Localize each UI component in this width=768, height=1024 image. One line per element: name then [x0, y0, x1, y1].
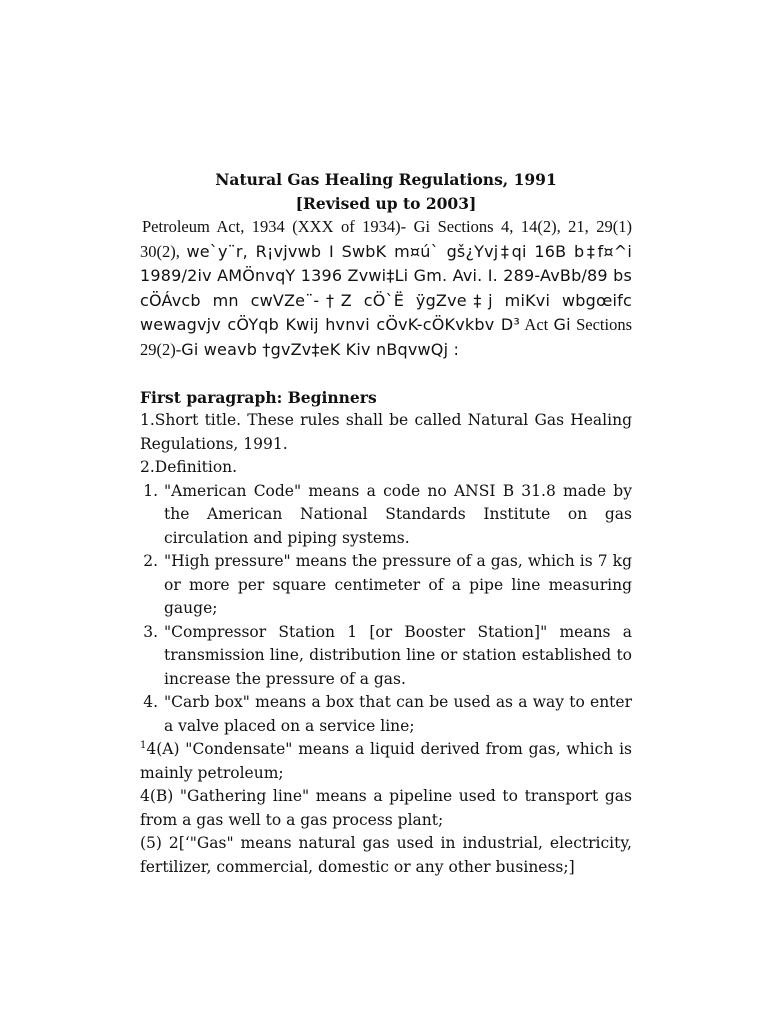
spacer — [140, 362, 632, 386]
definition-5: (5) 2[‘"Gas" means natural gas used in industrial, electricity, fertilizer, commercial, domestic or any other business;] — [140, 834, 632, 876]
document-page — [140, 168, 632, 879]
intro-text-5: Sections 29(2)- — [140, 315, 632, 359]
document-revision: [Revised up to 2003] — [295, 193, 477, 213]
definition-item — [143, 691, 632, 738]
document-title: Natural Gas Healing Regulations, 1991 — [215, 170, 557, 189]
definition-text: "High pressure" means the pressure of a gas, which is 7 kg or more per square centimeter of a pipe line measuring gauge; — [164, 552, 632, 617]
definition-number: 2. — [143, 552, 158, 570]
definition-number: 4. — [143, 693, 158, 711]
definition-text: "Carb box" means a box that can be used as a way to enter a valve placed on a service line; — [164, 693, 632, 735]
intro-paragraph — [140, 215, 632, 362]
first-paragraph-heading: First paragraph: Beginners — [140, 387, 377, 407]
definition-4b: 4(B) "Gathering line" means a pipeline used to transport gas from a gas well to a gas process plant; — [140, 787, 632, 829]
short-title-clause: 1.Short title. These rules shall be called Natural Gas Healing Regulations, 1991. — [140, 411, 632, 453]
footnote-marker: 1 — [140, 740, 147, 751]
definition-heading: 2.Definition. — [140, 458, 238, 476]
definition-item — [143, 480, 632, 551]
intro-text-4: Gi — [553, 315, 571, 334]
definition-text: "Compressor Station 1 [or Booster Station]" means a transmission line, distribution line or station established to increase the pressure of a gas. — [164, 622, 632, 688]
intro-text-1: Petroleum Act, 1934 (XXX of 1934)- Gi Sections 4, 14(2), 21, 29(1) 30(2), — [140, 217, 632, 261]
intro-text-2: we`y¨r, R¡vjvwb I SwbK m¤ú` gš¿Yvj‡qi 16B b‡f¤^i 1989/2iv AMÖnvqY 1396 Zvwi‡Li Gm. Avi. I. 289-AvBb/89 bs cÖÁvcb mn cwVZe¨-†Z cÖ`Ë ÿgZve‡j miKvi wbgœifc wewagvjv cÖYqb Kwij hvnvi cÖvK-cÖKvkbv D³ — [140, 241, 632, 334]
definition-item — [143, 621, 632, 692]
definition-4a-text: 4(A) "Condensate" means a liquid derived from gas, which is mainly petroleum; — [140, 740, 632, 782]
intro-text-3: Act — [520, 315, 554, 334]
definition-text: "American Code" means a code no ANSI B 31.8 made by the American National Standards Institute on gas circulation and piping systems. — [164, 481, 632, 547]
definition-4a — [140, 738, 632, 785]
definition-number: 1. — [143, 481, 158, 500]
definition-item — [143, 550, 632, 621]
definition-number: 3. — [143, 622, 158, 641]
intro-text-6: Gi weavb †gvZv‡eK Kiv nBqvwQj : — [181, 339, 460, 359]
definitions-list — [140, 480, 632, 739]
